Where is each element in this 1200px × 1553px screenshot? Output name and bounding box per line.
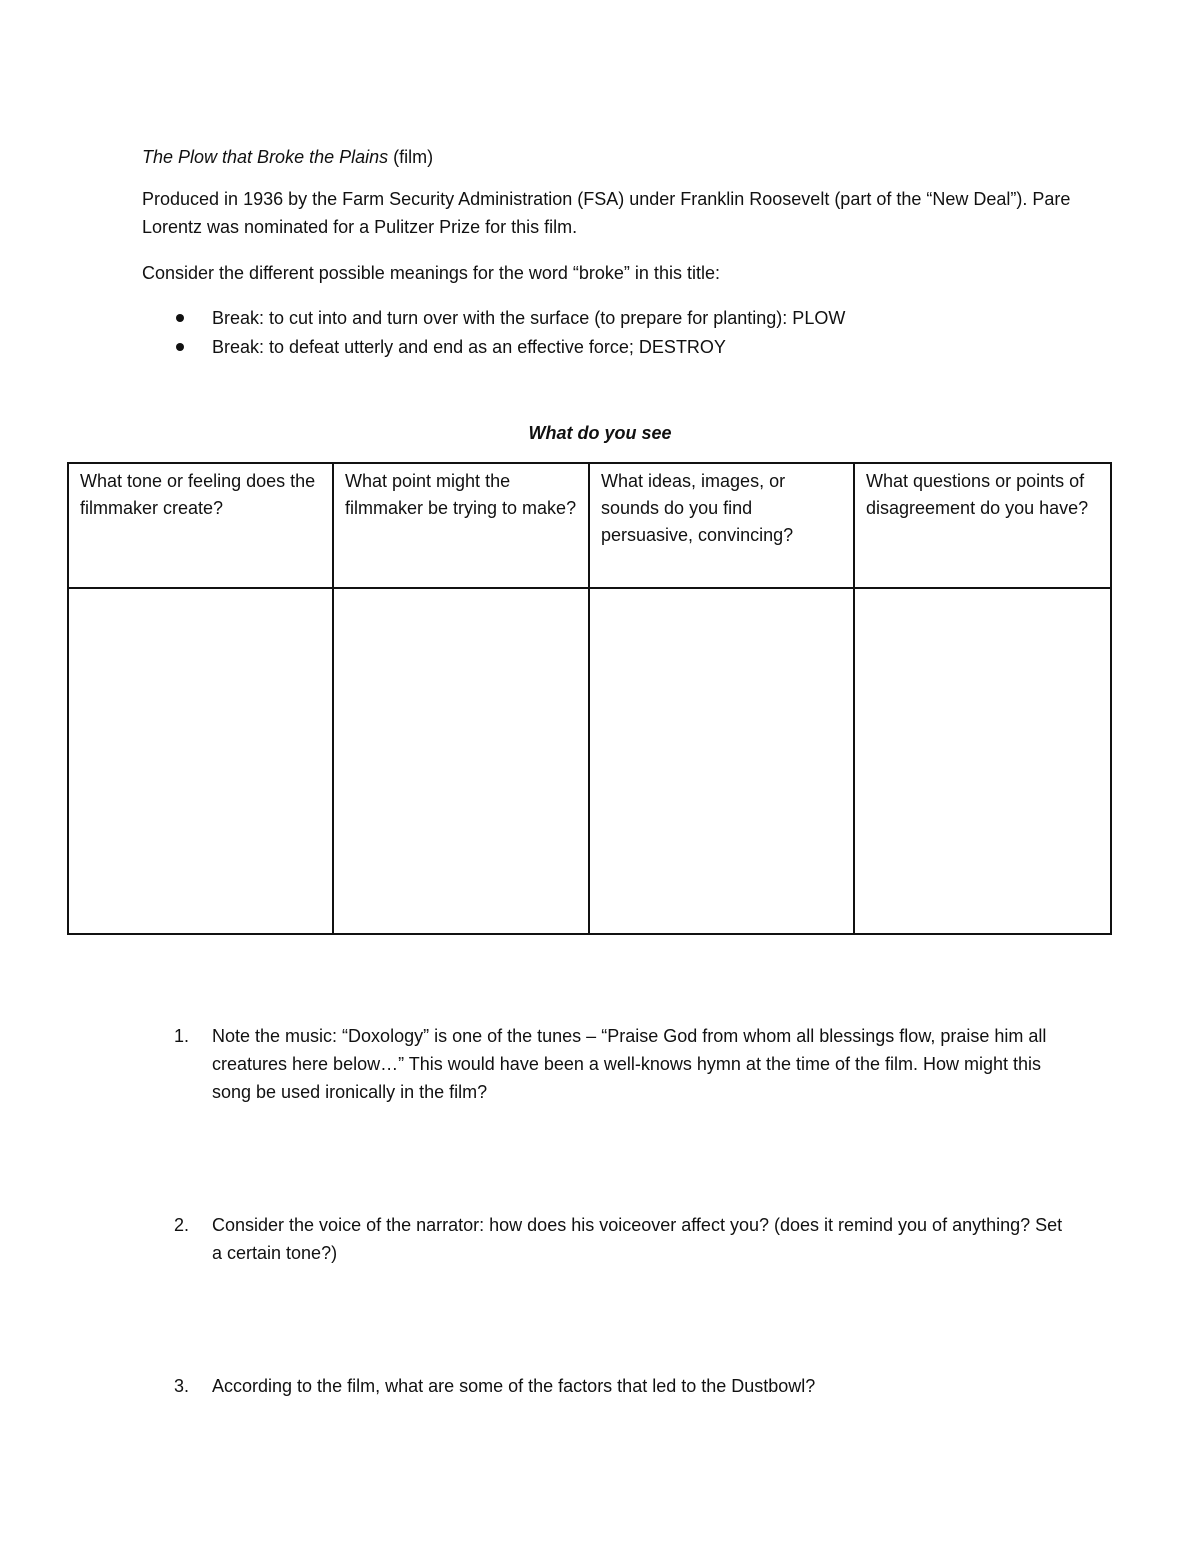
section-heading: What do you see — [528, 423, 672, 443]
question-number: 2. — [174, 1215, 190, 1235]
meanings-list — [142, 304, 1072, 362]
bullet-icon — [176, 343, 184, 351]
answer-cell-point[interactable] — [333, 588, 589, 934]
observation-table — [67, 462, 1112, 935]
table-header-point: What point might the filmmaker be trying to make? — [333, 463, 589, 588]
meaning-text: Break: to defeat utterly and end as an effective force; DESTROY — [212, 337, 726, 357]
meaning-text: Break: to cut into and turn over with the surface (to prepare for planting): PLOW — [212, 308, 846, 328]
answer-cell-persuasive[interactable] — [589, 588, 854, 934]
table-header-questions: What questions or points of disagreement do you have? — [854, 463, 1111, 588]
intro-paragraph: Produced in 1936 by the Farm Security Administration (FSA) under Franklin Roosevelt (part of the “New Deal”). Pare Lorentz was nominated for a Pulitzer Prize for this film. — [142, 189, 1071, 237]
table-header-persuasive: What ideas, images, or sounds do you find persuasive, convincing? — [589, 463, 854, 588]
meaning-item — [142, 304, 1072, 333]
bullet-icon — [176, 314, 184, 322]
question-number: 1. — [174, 1026, 190, 1046]
film-title — [142, 145, 433, 169]
question-text: Consider the voice of the narrator: how does his voiceover affect you? (does it remind you of anything? Set a certain tone?) — [212, 1215, 1063, 1263]
question-number: 3. — [174, 1376, 190, 1396]
answer-cell-tone[interactable] — [68, 588, 333, 934]
table-header-row — [68, 463, 1111, 588]
film-title-suffix: (film) — [388, 147, 434, 167]
film-title-italic: The Plow that Broke the Plains — [142, 147, 389, 167]
answer-cell-questions[interactable] — [854, 588, 1111, 934]
consider-prompt: Consider the different possible meanings for the word “broke” in this title: — [142, 263, 720, 283]
question-text: According to the film, what are some of the factors that led to the Dustbowl? — [212, 1376, 816, 1396]
table-answer-row — [68, 588, 1111, 934]
table-header-tone: What tone or feeling does the filmmaker create? — [68, 463, 333, 588]
meaning-item — [142, 333, 1072, 362]
question-text: Note the music: “Doxology” is one of the tunes – “Praise God from whom all blessings flow, praise him all creatures here below…” This would have been a well-knows hymn at the time of the film. How might this song be used ironically in the film? — [212, 1026, 1047, 1102]
